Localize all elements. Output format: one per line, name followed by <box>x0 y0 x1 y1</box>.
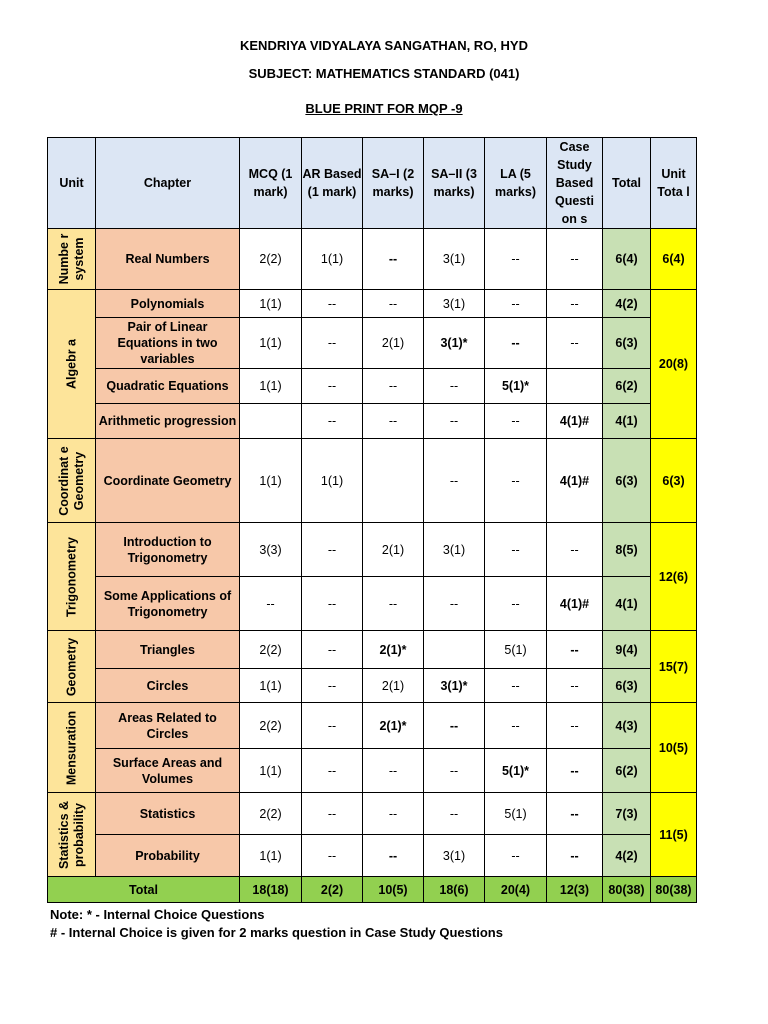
ar-cell: -- <box>302 749 363 793</box>
chapter-cell: Introduction to Trigonometry <box>96 523 240 577</box>
col-case: Case Study Based Questi on s <box>547 138 603 229</box>
case-cell: -- <box>547 793 603 835</box>
chapter-cell: Circles <box>96 669 240 703</box>
la-cell: 5(1) <box>485 793 547 835</box>
ar-cell: -- <box>302 631 363 669</box>
unit-label: Algebr a <box>64 339 78 390</box>
mcq-cell: 1(1) <box>240 669 302 703</box>
col-sa2: SA–II (3 marks) <box>424 138 485 229</box>
chapter-cell: Statistics <box>96 793 240 835</box>
sa2-cell: 3(1) <box>424 835 485 877</box>
chapter-cell: Areas Related to Circles <box>96 703 240 749</box>
case-cell <box>547 369 603 404</box>
total-cell: 6(2) <box>603 369 651 404</box>
table-row <box>48 369 697 404</box>
unit-number-system <box>48 229 96 290</box>
total-cell: 6(3) <box>603 439 651 523</box>
sa1-cell: 2(1) <box>363 318 424 369</box>
total-cell: 9(4) <box>603 631 651 669</box>
table-row <box>48 404 697 439</box>
sa1-cell: -- <box>363 369 424 404</box>
table-row <box>48 523 697 577</box>
table-row <box>48 229 697 290</box>
chapter-cell: Coordinate Geometry <box>96 439 240 523</box>
grand-ar: 2(2) <box>302 877 363 903</box>
grand-mcq: 18(18) <box>240 877 302 903</box>
la-cell: -- <box>485 835 547 877</box>
table-row <box>48 439 697 523</box>
ar-cell: 1(1) <box>302 439 363 523</box>
total-cell: 4(3) <box>603 703 651 749</box>
sa1-cell: -- <box>363 577 424 631</box>
table-row <box>48 793 697 835</box>
total-cell: 7(3) <box>603 793 651 835</box>
table-row <box>48 318 697 369</box>
total-cell: 4(2) <box>603 835 651 877</box>
la-cell: 5(1)* <box>485 369 547 404</box>
ar-cell: -- <box>302 703 363 749</box>
unit-geometry <box>48 631 96 703</box>
chapter-cell: Surface Areas and Volumes <box>96 749 240 793</box>
unit-label: Statistics & probability <box>56 800 86 869</box>
unit-total-cell: 10(5) <box>651 703 697 793</box>
unit-total-cell: 15(7) <box>651 631 697 703</box>
col-ar: AR Based (1 mark) <box>302 138 363 229</box>
la-cell: -- <box>485 439 547 523</box>
unit-total-cell: 12(6) <box>651 523 697 631</box>
table-row <box>48 631 697 669</box>
ar-cell: 1(1) <box>302 229 363 290</box>
doc-title: KENDRIYA VIDYALAYA SANGATHAN, RO, HYD <box>240 38 528 53</box>
mcq-cell: 1(1) <box>240 369 302 404</box>
sa2-cell: -- <box>424 439 485 523</box>
mcq-cell: 1(1) <box>240 439 302 523</box>
table-row <box>48 749 697 793</box>
mcq-cell: 3(3) <box>240 523 302 577</box>
la-cell: -- <box>485 703 547 749</box>
chapter-cell: Pair of Linear Equations in two variables <box>96 318 240 369</box>
total-cell: 6(4) <box>603 229 651 290</box>
sa2-cell <box>424 631 485 669</box>
la-cell: 5(1) <box>485 631 547 669</box>
chapter-cell: Quadratic Equations <box>96 369 240 404</box>
sa2-cell: -- <box>424 793 485 835</box>
sa1-cell: 2(1)* <box>363 703 424 749</box>
sa1-cell: 2(1) <box>363 669 424 703</box>
unit-total-cell: 11(5) <box>651 793 697 877</box>
sa2-cell: 3(1)* <box>424 669 485 703</box>
ar-cell: -- <box>302 318 363 369</box>
sa1-cell: -- <box>363 290 424 318</box>
case-cell: -- <box>547 631 603 669</box>
mcq-cell: 2(2) <box>240 703 302 749</box>
mcq-cell <box>240 404 302 439</box>
la-cell: -- <box>485 404 547 439</box>
case-cell: -- <box>547 669 603 703</box>
sa2-cell: -- <box>424 749 485 793</box>
total-cell: 6(2) <box>603 749 651 793</box>
unit-mensuration <box>48 703 96 793</box>
case-cell: -- <box>547 523 603 577</box>
case-cell: 4(1)# <box>547 577 603 631</box>
sa1-cell: 2(1) <box>363 523 424 577</box>
unit-total-cell: 6(3) <box>651 439 697 523</box>
total-cell: 6(3) <box>603 669 651 703</box>
table-row <box>48 703 697 749</box>
table-row <box>48 835 697 877</box>
col-la: LA (5 marks) <box>485 138 547 229</box>
mcq-cell: 1(1) <box>240 318 302 369</box>
sa1-cell: -- <box>363 404 424 439</box>
sa2-cell: 3(1) <box>424 229 485 290</box>
col-unit-total: Unit Tota l <box>651 138 697 229</box>
case-cell: -- <box>547 318 603 369</box>
col-total: Total <box>603 138 651 229</box>
chapter-cell: Triangles <box>96 631 240 669</box>
ar-cell: -- <box>302 404 363 439</box>
la-cell: 5(1)* <box>485 749 547 793</box>
unit-coordinate-geometry <box>48 439 96 523</box>
table-row <box>48 669 697 703</box>
sa1-cell: -- <box>363 229 424 290</box>
mcq-cell: 1(1) <box>240 290 302 318</box>
sa2-cell: -- <box>424 703 485 749</box>
subject-title: SUBJECT: MATHEMATICS STANDARD (041) <box>248 66 520 81</box>
col-sa1: SA–I (2 marks) <box>363 138 424 229</box>
sa2-cell: 3(1) <box>424 290 485 318</box>
header-row <box>48 138 697 229</box>
sa1-cell: -- <box>363 793 424 835</box>
sa2-cell: 3(1) <box>424 523 485 577</box>
case-cell: -- <box>547 229 603 290</box>
grand-total-label: Total <box>48 877 240 903</box>
la-cell: -- <box>485 290 547 318</box>
ar-cell: -- <box>302 793 363 835</box>
sa2-cell: -- <box>424 369 485 404</box>
la-cell: -- <box>485 669 547 703</box>
ar-cell: -- <box>302 835 363 877</box>
total-cell: 8(5) <box>603 523 651 577</box>
grand-la: 20(4) <box>485 877 547 903</box>
chapter-cell: Arithmetic progression <box>96 404 240 439</box>
case-cell: -- <box>547 290 603 318</box>
case-cell: -- <box>547 749 603 793</box>
sa2-cell: 3(1)* <box>424 318 485 369</box>
mcq-cell: 1(1) <box>240 835 302 877</box>
unit-label: Trigonometry <box>64 536 78 617</box>
case-cell: 4(1)# <box>547 404 603 439</box>
case-cell: 4(1)# <box>547 439 603 523</box>
sa1-cell <box>363 439 424 523</box>
chapter-cell: Polynomials <box>96 290 240 318</box>
unit-total-cell: 6(4) <box>651 229 697 290</box>
sa2-cell: -- <box>424 577 485 631</box>
table-row <box>48 577 697 631</box>
mcq-cell: 2(2) <box>240 631 302 669</box>
case-cell: -- <box>547 835 603 877</box>
unit-trigonometry <box>48 523 96 631</box>
col-unit: Unit <box>48 138 96 229</box>
grand-sa2: 18(6) <box>424 877 485 903</box>
unit-label: Coordinat e Geometry <box>56 445 86 516</box>
unit-label: Geometry <box>64 637 78 696</box>
sa2-cell: -- <box>424 404 485 439</box>
unit-label: Mensuration <box>64 710 78 785</box>
grand-total: 80(38) <box>603 877 651 903</box>
mcq-cell: 1(1) <box>240 749 302 793</box>
note-case-study: # - Internal Choice is given for 2 marks question in Case Study Questions <box>50 925 503 940</box>
la-cell: -- <box>485 318 547 369</box>
ar-cell: -- <box>302 669 363 703</box>
unit-total-cell: 20(8) <box>651 290 697 439</box>
chapter-cell: Some Applications of Trigonometry <box>96 577 240 631</box>
col-chapter: Chapter <box>96 138 240 229</box>
ar-cell: -- <box>302 290 363 318</box>
chapter-cell: Real Numbers <box>96 229 240 290</box>
total-cell: 4(1) <box>603 577 651 631</box>
la-cell: -- <box>485 577 547 631</box>
mcq-cell: 2(2) <box>240 793 302 835</box>
la-cell: -- <box>485 229 547 290</box>
col-mcq: MCQ (1 mark) <box>240 138 302 229</box>
blueprint-table <box>47 137 697 903</box>
blueprint-title: BLUE PRINT FOR MQP -9 <box>305 101 463 116</box>
total-cell: 4(2) <box>603 290 651 318</box>
mcq-cell: -- <box>240 577 302 631</box>
chapter-cell: Probability <box>96 835 240 877</box>
unit-algebra <box>48 290 96 439</box>
sa1-cell: -- <box>363 835 424 877</box>
ar-cell: -- <box>302 369 363 404</box>
mcq-cell: 2(2) <box>240 229 302 290</box>
total-cell: 6(3) <box>603 318 651 369</box>
grand-unit-total: 80(38) <box>651 877 697 903</box>
total-cell: 4(1) <box>603 404 651 439</box>
ar-cell: -- <box>302 577 363 631</box>
unit-statistics-probability <box>48 793 96 877</box>
unit-label: Numbe r system <box>56 233 86 285</box>
note-internal-choice: Note: * - Internal Choice Questions <box>50 907 265 922</box>
ar-cell: -- <box>302 523 363 577</box>
la-cell: -- <box>485 523 547 577</box>
grand-sa1: 10(5) <box>363 877 424 903</box>
grand-case: 12(3) <box>547 877 603 903</box>
grand-total-row <box>48 877 697 903</box>
table-row <box>48 290 697 318</box>
sa1-cell: -- <box>363 749 424 793</box>
case-cell: -- <box>547 703 603 749</box>
sa1-cell: 2(1)* <box>363 631 424 669</box>
